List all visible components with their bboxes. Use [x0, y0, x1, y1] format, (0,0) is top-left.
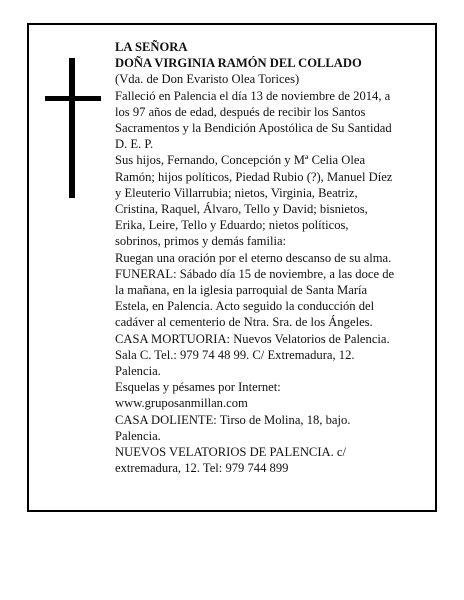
cross-vertical-bar	[69, 58, 75, 198]
obituary-notice	[27, 23, 437, 512]
notice-line: Esquelas y pésames por Internet:	[115, 380, 281, 395]
notice-line: Sala C. Tel.: 979 74 48 99. C/ Extremadura, 12.	[115, 347, 355, 362]
notice-line: Erika, Leire, Tello y Eduardo; nietos políticos,	[115, 218, 349, 233]
cross-icon	[45, 58, 101, 198]
deceased-name: DOÑA VIRGINIA RAMÓN DEL COLLADO	[115, 56, 362, 71]
notice-line: CASA DOLIENTE: Tirso de Molina, 18, bajo.	[115, 412, 351, 427]
notice-line: FUNERAL: Sábado día 15 de noviembre, a las doce de	[115, 266, 395, 281]
notice-line: Falleció en Palencia el día 13 de noviembre de 2014, a	[115, 88, 391, 103]
notice-line: Ruegan una oración por el eterno descanso de su alma.	[115, 250, 392, 265]
notice-line: CASA MORTUORIA: Nuevos Velatorios de Palencia.	[115, 331, 390, 346]
notice-line: Cristina, Raquel, Álvaro, Tello y David; bisnietos,	[115, 202, 368, 217]
notice-line: los 97 años de edad, después de recibir los Santos	[115, 104, 366, 119]
notice-line: cadáver al cementerio de Ntra. Sra. de los Ángeles.	[115, 315, 373, 330]
cross-horizontal-bar	[45, 96, 101, 101]
notice-line: Estela, en Palencia. Acto seguido la conducción del	[115, 299, 375, 314]
notice-line: Ramón; hijos políticos, Piedad Rubio (?), Manuel Díez	[115, 169, 393, 184]
notice-line: y Eleuterio Villarrubia; nietos, Virginia, Beatriz,	[115, 185, 358, 200]
obituary-text	[115, 39, 433, 476]
notice-line: Sacramentos y la Bendición Apostólica de Su Santidad	[115, 121, 392, 136]
notice-line: Sus hijos, Fernando, Concepción y Mª Celia Olea	[115, 153, 366, 168]
notice-line: Palencia.	[115, 364, 161, 379]
notice-line: la mañana, en la iglesia parroquial de Santa María	[115, 283, 368, 298]
notice-line: (Vda. de Don Evaristo Olea Torices)	[115, 72, 300, 87]
notice-line: Palencia.	[115, 428, 161, 443]
notice-line: NUEVOS VELATORIOS DE PALENCIA. c/	[115, 445, 347, 460]
notice-line: extremadura, 12. Tel: 979 744 899	[115, 461, 289, 476]
website-link[interactable]: www.gruposanmillan.com	[115, 396, 248, 411]
notice-line: D. E. P.	[115, 137, 154, 152]
notice-line: sobrinos, primos y demás familia:	[115, 234, 287, 249]
notice-heading: LA SEÑORA	[115, 40, 188, 54]
